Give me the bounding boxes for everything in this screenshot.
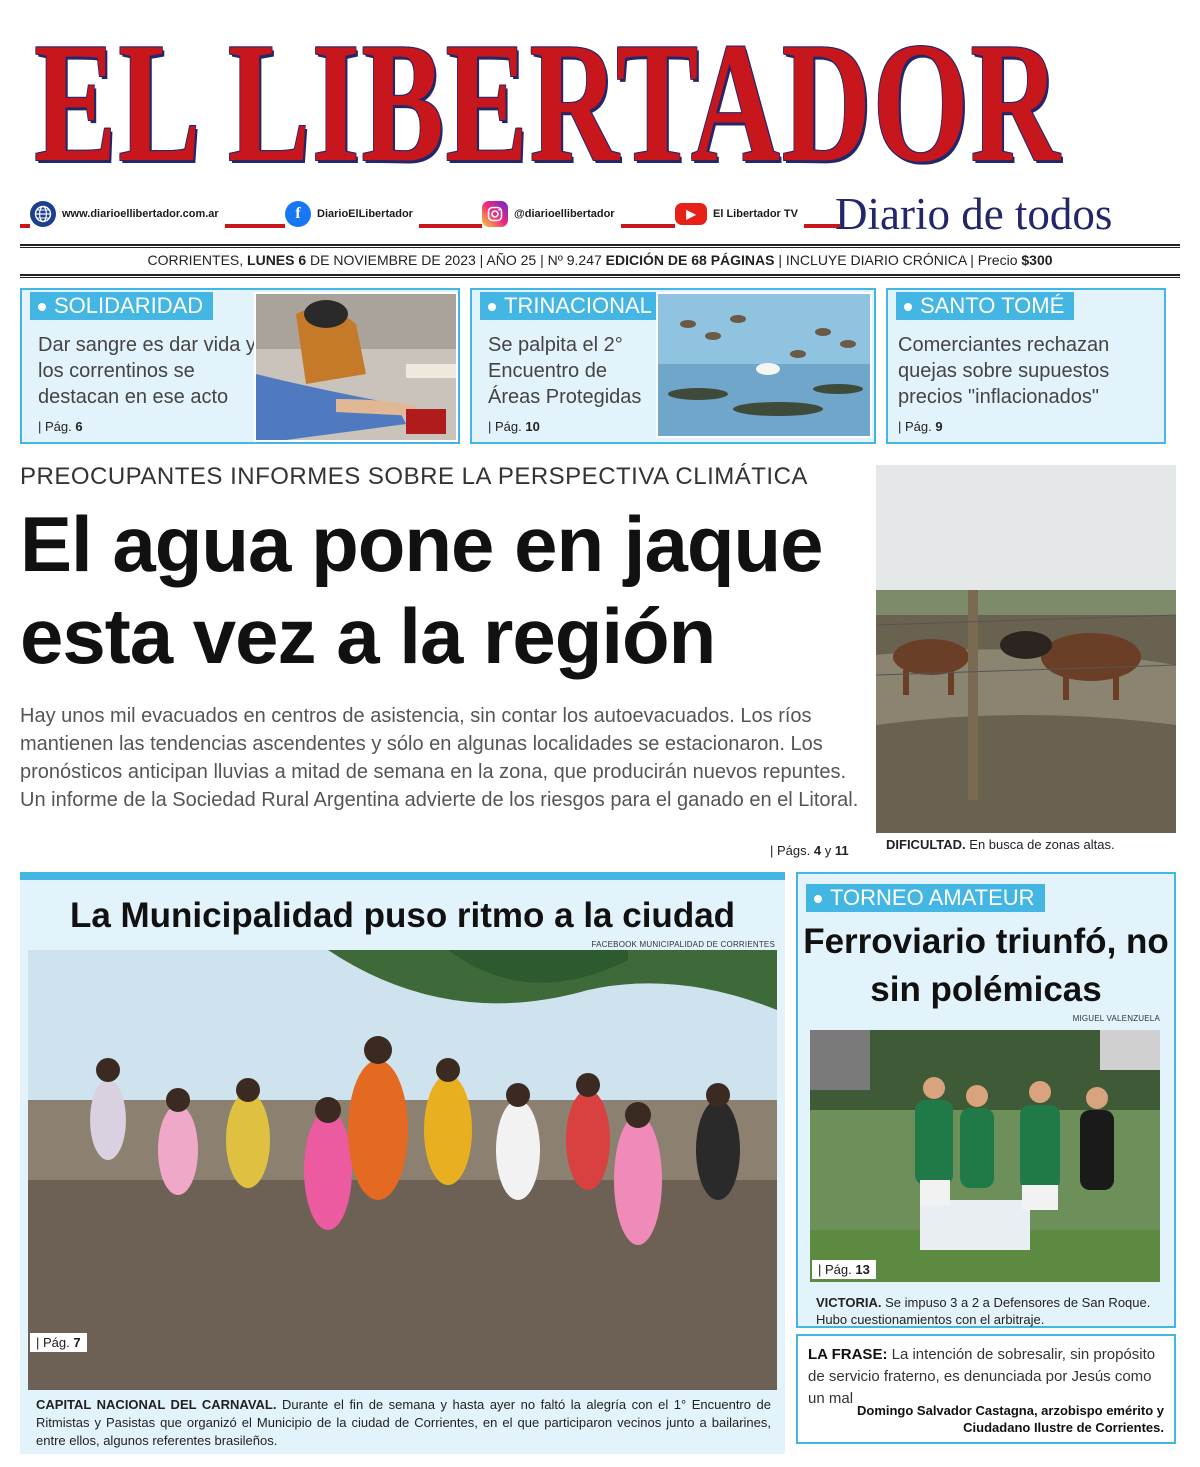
- blood-donation-photo: [254, 292, 458, 442]
- main-photo-caption: DIFICULTAD. En busca de zonas altas.: [886, 837, 1115, 852]
- quote-author: Domingo Salvador Castagna, arzobispo emérito y Ciudadano Ilustre de Corrientes.: [856, 1403, 1164, 1435]
- main-page-ref: | Págs. 4 y 11: [770, 843, 849, 858]
- dateline-includes: | INCLUYE DIARIO CRÓNICA | Precio: [778, 252, 1018, 268]
- main-headline[interactable]: El agua pone en jaque esta vez a la región: [20, 500, 823, 680]
- section-tag: SANTO TOMÉ: [896, 292, 1074, 320]
- dateline-city: CORRIENTES,: [147, 252, 244, 268]
- youtube-icon: ▶: [675, 203, 707, 225]
- section-tag: TORNEO AMATEUR: [806, 884, 1045, 912]
- main-kicker: PREOCUPANTES INFORMES SOBRE LA PERSPECTIVA CLIMÁTICA: [20, 463, 808, 490]
- page-ref: | Pág. 6: [38, 419, 83, 434]
- tagline: Diario de todos: [835, 189, 1113, 239]
- globe-icon: [30, 201, 56, 227]
- flooded-cattle-photo: [876, 465, 1176, 833]
- photo-credit: MIGUEL VALENZUELA: [1072, 1014, 1160, 1023]
- instagram-handle: @diarioellibertador: [514, 208, 615, 220]
- website-url: www.diarioellibertador.com.ar: [62, 208, 219, 220]
- carnival-dance-photo: [28, 950, 777, 1390]
- sports-page-ref: | Pág. 13: [812, 1260, 876, 1279]
- teaser-santo-tome[interactable]: [886, 288, 1166, 444]
- instagram-icon: [482, 201, 508, 227]
- dateline-edition: EDICIÓN DE 68 PÁGINAS: [605, 252, 775, 268]
- birds-wetland-photo: [656, 292, 872, 438]
- section-tag: SOLIDARIDAD: [30, 292, 213, 320]
- main-lede: Hay unos mil evacuados en centros de asistencia, sin contar los autoevacuados. Los ríos mantienen las tendencias ascendentes y sólo en algunas localidades se estacionaron. Los pronósticos anticipan lluvias a mitad de semana en la zona, que producirán nuevos repuntes. Un informe de la Sociedad Rural Argentina advierte de los riesgos para el ganado en el Litoral.: [20, 705, 859, 811]
- dateline-rule-bottom: [20, 274, 1180, 278]
- teaser-solidaridad[interactable]: [20, 288, 460, 444]
- website-link[interactable]: [30, 200, 225, 228]
- dateline-rule-top: [20, 244, 1180, 248]
- page-ref: | Pág. 10: [488, 419, 540, 434]
- dateline-day: LUNES 6: [247, 252, 307, 268]
- quote-box: [796, 1334, 1176, 1444]
- teaser-trinacional[interactable]: [470, 288, 876, 444]
- muni-story[interactable]: [20, 872, 785, 1454]
- instagram-link[interactable]: [482, 200, 621, 228]
- section-tag: TRINACIONAL: [480, 292, 662, 320]
- football-match-photo: [810, 1030, 1160, 1282]
- dateline: [20, 252, 1180, 268]
- sports-story[interactable]: [796, 872, 1176, 1328]
- sports-caption: VICTORIA. Se impuso 3 a 2 a Defensores de San Roque. Hubo cuestionamientos con el arbitraje.: [816, 1295, 1151, 1327]
- facebook-link[interactable]: [285, 200, 419, 228]
- teaser-text: Dar sangre es dar vida y los correntinos se destacan en ese acto: [38, 334, 256, 408]
- newspaper-logo: EL LIBERTADOR: [34, 8, 1062, 198]
- masthead: [20, 8, 1180, 198]
- muni-caption: CAPITAL NACIONAL DEL CARNAVAL. Durante el fin de semana y hasta ayer no faltó la alegría con el 1° Encuentro de Ritmistas y Pasistas que organizó el Municipio de la ciudad de Corrientes, en el que participaron vecinos junto a bailarines, entre ellos, algunos referentes brasileños.: [36, 1397, 771, 1448]
- youtube-handle: El Libertador TV: [713, 208, 798, 220]
- sports-headline: Ferroviario triunfó, no sin polémicas: [803, 922, 1169, 1009]
- social-bar: [20, 200, 840, 230]
- teaser-text: Se palpita el 2° Encuentro de Áreas Protegidas: [488, 334, 642, 408]
- muni-headline: La Municipalidad puso ritmo a la ciudad: [69, 896, 736, 935]
- youtube-link[interactable]: [675, 200, 804, 228]
- muni-page-ref: | Pág. 7: [30, 1333, 87, 1352]
- quote-text: LA FRASE: La intención de sobresalir, sin propósito de servicio fraterno, es denunciada por Jesús como un mal: [808, 1346, 1156, 1407]
- page-ref: | Pág. 9: [898, 419, 943, 434]
- facebook-icon: f: [285, 201, 311, 227]
- facebook-handle: DiarioElLibertador: [317, 208, 413, 220]
- photo-credit: FACEBOOK MUNICIPALIDAD DE CORRIENTES: [591, 940, 775, 949]
- dateline-date: DE NOVIEMBRE DE 2023 | AÑO 25 | Nº 9.247: [310, 252, 602, 268]
- dateline-price: $300: [1021, 252, 1053, 268]
- teaser-text: Comerciantes rechazan quejas sobre supuestos precios "inflacionados": [898, 334, 1110, 408]
